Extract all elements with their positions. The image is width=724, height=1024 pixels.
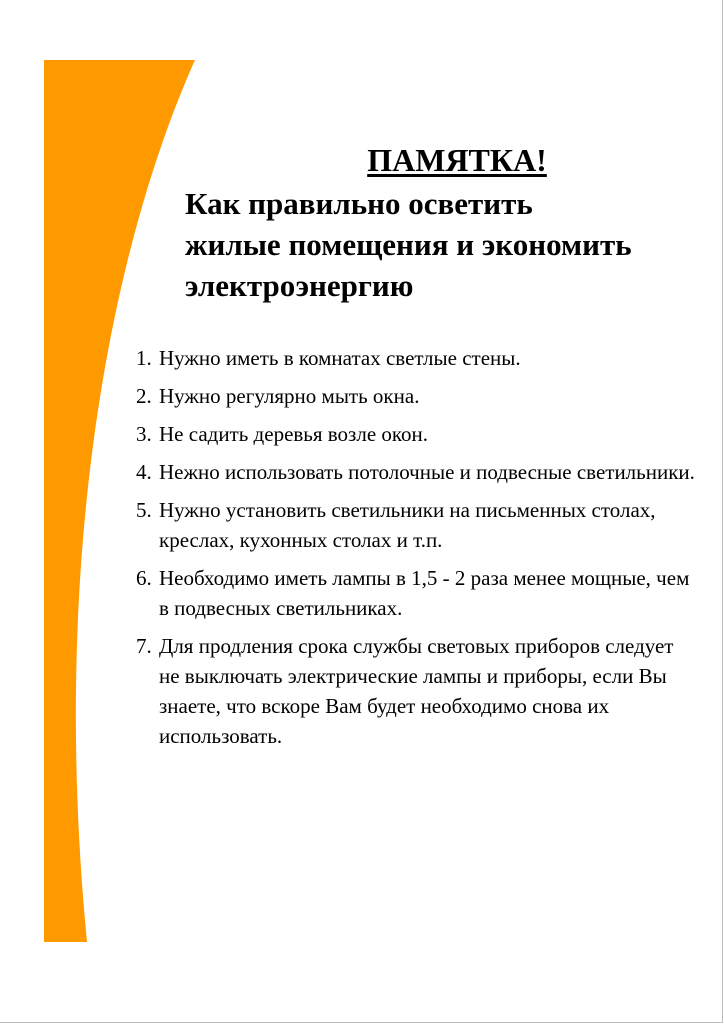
subtitle-line: электроэнергию: [185, 268, 414, 303]
list-item: [136, 495, 696, 555]
list-item-number: 2.: [136, 384, 152, 408]
list-item-text: Нужно регулярно мыть окна.: [159, 384, 420, 408]
page-title: ПАМЯТКА!: [367, 142, 547, 178]
list-item: [136, 419, 696, 449]
list-item-text: Нужно установить светильники на письменных столах, креслах, кухонных столах и т.п.: [159, 498, 656, 552]
list-item: [136, 631, 696, 751]
list-item-number: 1.: [136, 346, 152, 370]
list-item: [136, 343, 696, 373]
list-item-text: Необходимо иметь лампы в 1,5 - 2 раза менее мощные, чем в подвесных светильниках.: [159, 566, 690, 620]
subtitle-line: жилые помещения и экономить: [185, 227, 632, 262]
list-item-text: Для продления срока службы световых приборов следует не выключать электрические лампы и приборы, если Вы знаете, что вскоре Вам будет необходимо снова их использовать.: [159, 634, 674, 748]
list-item-number: 6.: [136, 566, 152, 590]
list-item-number: 3.: [136, 422, 152, 446]
list-item-number: 7.: [136, 634, 152, 658]
list-item-number: 5.: [136, 498, 152, 522]
list-item-number: 4.: [136, 460, 152, 484]
list-item-text: Нежно использовать потолочные и подвесные светильники.: [159, 460, 695, 484]
list-item: [136, 457, 696, 487]
list-item: [136, 381, 696, 411]
page-subtitle: [185, 183, 705, 306]
tips-list: [136, 343, 696, 759]
subtitle-line: Как правильно осветить: [185, 186, 533, 221]
list-item-text: Не садить деревья возле окон.: [159, 422, 429, 446]
list-item-text: Нужно иметь в комнатах светлые стены.: [159, 346, 521, 370]
list-item: [136, 563, 696, 623]
